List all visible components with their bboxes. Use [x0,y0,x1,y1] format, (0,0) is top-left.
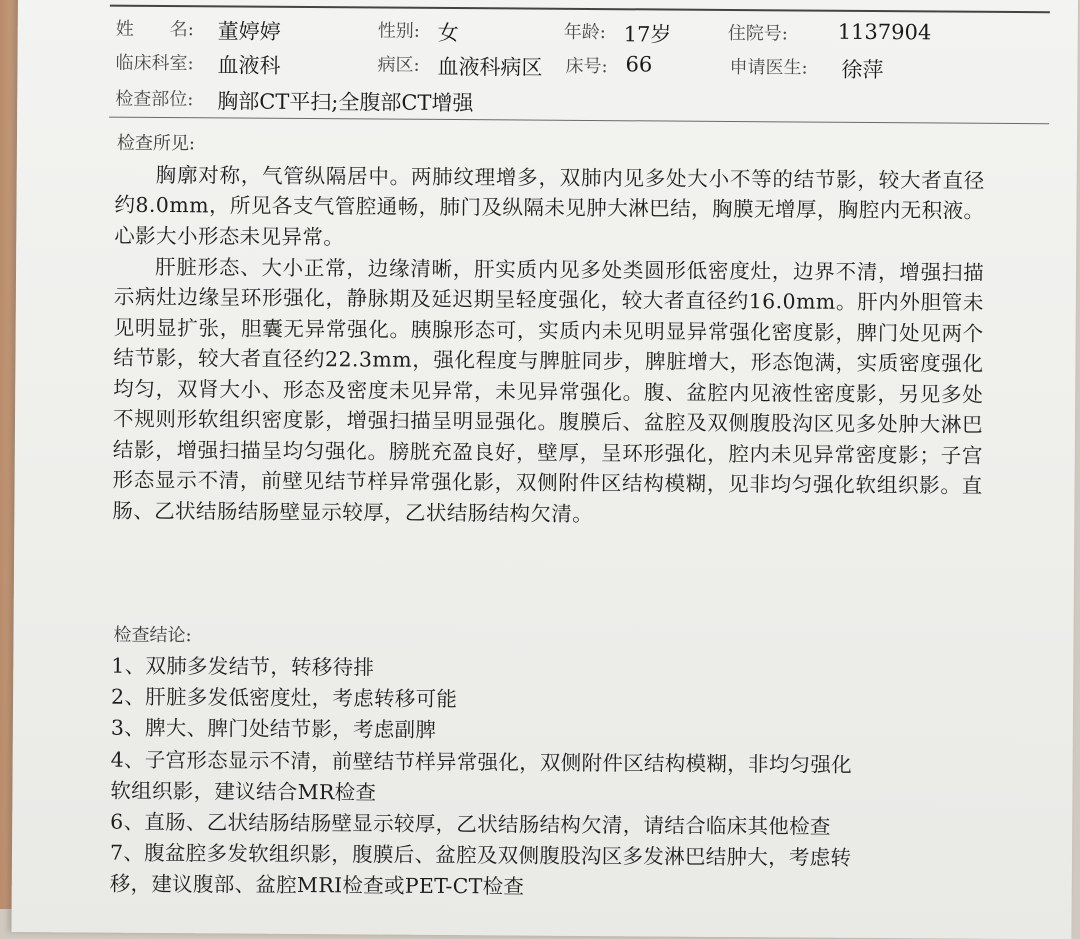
findings-title: 检查所见: [117,129,195,156]
admission-label: 住院号: [728,19,788,45]
section-divider [109,117,1049,125]
site-label: 检查部位: [115,85,193,112]
dept-value: 血液科 [217,49,280,79]
findings-paragraph-abdomen: 肝脏形态、大小正常，边缘清晰，肝实质内见多处类圆形低密度灶，边界不清，增强扫描示病灶边缘呈环形强化，静脉期及延迟期呈轻度强化，较大者直径约16.0mm。肝内外胆管未见明显扩张，胆囊无异常强化。胰腺形态可，实质内未见明显异常强化密度影，脾门处见两个结节影，较大者直径约22.3mm，强化程度与脾脏同步，脾脏增大，形态饱满，实质密度强化均匀，双肾大小、形态及密度未见异常，未见异常强化。腹、盆腔内见液性密度影，另见多处不规则形软组织密度影，增强扫描呈明显强化。腹膜后、盆腔及双侧腹股沟区见多处肿大淋巴结影，增强扫描呈均匀强化。膀胱充盈良好，壁厚，呈环形强化，腔内未见异常密度影；子宫形态显示不清，前壁见结节样异常强化影，双侧附件区结构模糊，见非均匀强化软组织影。直肠、乙状结肠结肠壁显示较厚，乙状结肠结构欠清。 [112,251,984,532]
gender-value: 女 [438,17,459,47]
conclusion-item: 2、肝脏多发低密度灶，考虑转移可能 [111,682,981,719]
ward-label: 病区: [377,51,419,77]
top-rule [110,5,1050,14]
age-label: 年龄: [564,18,606,44]
findings-paragraph-chest: 胸廓对称，气管纵隔居中。两肺纹理增多，双肺内见多处大小不等的结节影，较大者直径约8.0mm，所见各支气管腔通畅，肺门及纵隔未见肿大淋巴结，胸膜无增厚，胸腔内无积液。心影大小形态未见异常。 [114,159,985,257]
ward-value: 血液科病区 [437,51,542,82]
conclusion-item: 4、子宫形态显示不清，前壁结节样异常强化，双侧附件区结构模糊，非均匀强化 [111,744,981,781]
conclusion-title: 检查结论: [113,621,191,648]
conclusion-list [110,651,982,907]
conclusion-item: 3、脾大、脾门处结节影，考虑副脾 [111,713,981,750]
report-sheet [11,0,1078,939]
gender-label: 性别: [378,17,420,43]
doctor-value: 徐萍 [841,54,883,84]
conclusion-item: 7、腹盆腔多发软组织影，腹膜后、盆腔及双侧腹股沟区多发淋巴结肿大，考虑转 [110,838,980,875]
doctor-label: 申请医生: [729,53,807,80]
name-value: 董婷婷 [218,15,281,45]
conclusion-item: 1、双肺多发结节，转移待排 [111,651,981,688]
conclusion-item: 移，建议腹部、盆腔MRI检查或PET-CT检查 [110,869,980,906]
dept-label: 临床科室: [115,49,193,76]
bed-label: 床号: [565,52,607,78]
conclusion-item: 6、直肠、乙状结肠结肠壁显示较厚，乙状结肠结构欠清，请结合临床其他检查 [110,807,980,844]
conclusion-item: 软组织影，建议结合MR检查 [110,775,980,812]
admission-value: 1137904 [838,20,932,45]
age-value: 17岁 [624,18,672,48]
name-label: 姓 名: [116,15,194,42]
site-value: 胸部CT平扫;全腹部CT增强 [217,85,473,117]
bed-value: 66 [625,52,652,76]
